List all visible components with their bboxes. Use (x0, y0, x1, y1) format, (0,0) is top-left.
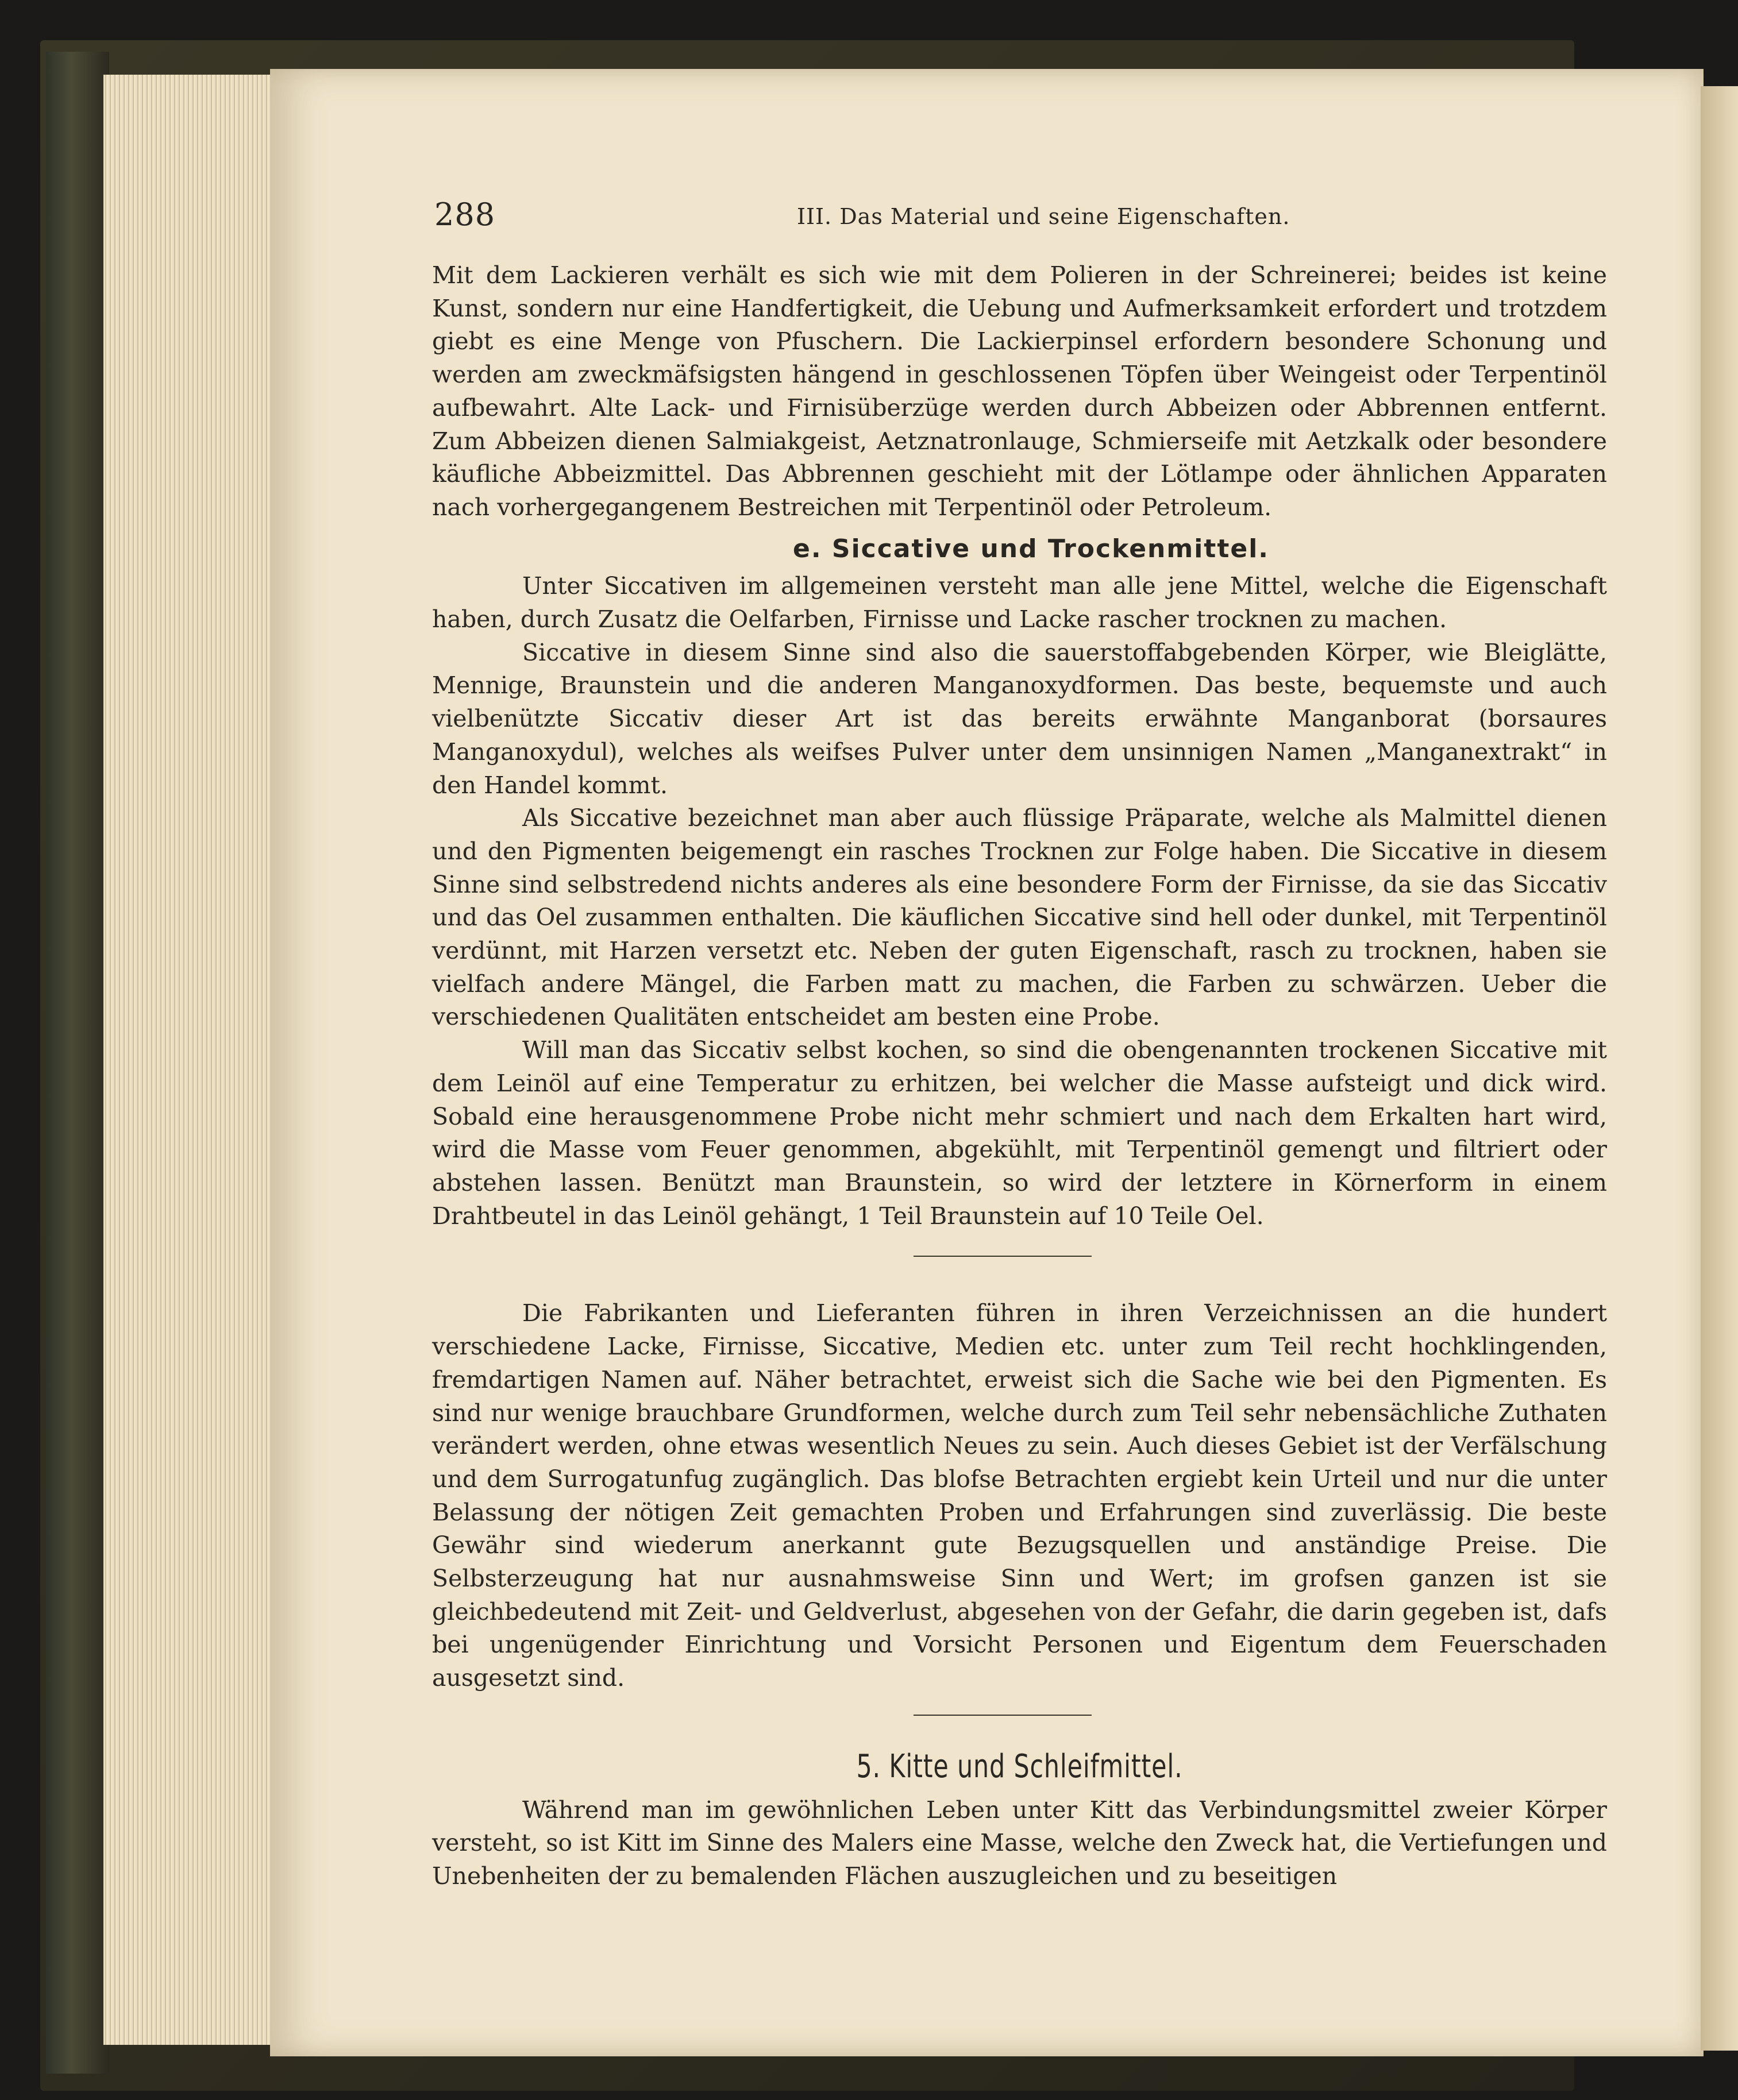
divider-rule (914, 1256, 1092, 1257)
book-spine-edge (46, 52, 109, 2074)
paragraph-lackieren: Mit dem Lackieren verhält es sich wie mit dem Polieren in der Schreinerei; beides ist keine Kunst, sondern nur eine Handfertigkeit, die Uebung und Aufmerksamkeit erfordert und trotzdem giebt es eine Menge von Pfuschern. Die Lackierpinsel erfordern besondere Schonung und werden am zweckmäfsigsten hängend in geschlossenen Töpfen über Weingeist oder Terpentinöl aufbewahrt. Alte Lack- und Firnisüberzüge werden durch Abbeizen oder Abbrennen entfernt. Zum Abbeizen dienen Salmiakgeist, Aetznatronlauge, Schmierseife mit Aetzkalk oder besondere käufliche Abbeizmittel. Das Abbrennen geschieht mit der Lötlampe oder ähnlichen Apparaten nach vorhergegangenem Bestreichen mit Terpentinöl oder Petroleum. (432, 261, 1607, 521)
chapter-heading-kitte: 5. Kitte und Schleifmittel. (856, 1747, 1183, 1785)
paragraph-kitte: Während man im gewöhnlichen Leben unter Kitt das Verbindungsmittel zweier Körper versteht, so ist Kitt im Sinne des Malers eine Masse, welche den Zweck hat, die Vertiefungen und Unebenheiten der zu bemalenden Flächen auszugleichen und zu beseitigen (432, 1796, 1607, 1890)
page-header (432, 198, 1607, 238)
section-heading-siccative: e. Siccative und Trockenmittel. (793, 534, 1269, 563)
facing-page-edge (1701, 86, 1738, 2051)
paragraph-siccative-koerper: Siccative in diesem Sinne sind also die sauerstoffabgebenden Körper, wie Bleiglätte, Mennige, Braunstein und die anderen Manganoxydformen. Das beste, bequemste und auch vielbenützte Siccativ dieser Art ist das bereits erwähnte Manganborat (borsaures Manganoxydul), welches als weifses Pulver unter dem unsinnigen Namen „Manganextrakt“ in den Handel kommt. (432, 638, 1607, 799)
paragraph-siccative-fluessig: Als Siccative bezeichnet man aber auch flüssige Präparate, welche als Malmittel dienen und den Pigmenten beigemengt ein rasches Trocknen zur Folge haben. Die Siccative in diesem Sinne sind selbstredend nichts anderes als eine besondere Form der Firnisse, da sie das Siccativ und das Oel zusammen enthalten. Die käuflichen Siccative sind hell oder dunkel, mit Terpentinöl verdünnt, mit Harzen versetzt etc. Neben der guten Eigenschaft, rasch zu trocknen, haben sie vielfach andere Mängel, die Farben matt zu machen, die Farben zu schwärzen. Ueber die verschiedenen Qualitäten entscheidet am besten eine Probe. (432, 804, 1607, 1031)
paragraph-fabrikanten: Die Fabrikanten und Lieferanten führen in ihren Verzeichnissen an die hundert verschiedene Lacke, Firnisse, Siccative, Medien etc. unter zum Teil recht hochklingenden, fremdartigen Namen auf. Näher betrachtet, erweist sich die Sache wie bei den Pigmenten. Es sind nur wenige brauchbare Grundformen, welche durch zum Teil sehr nebensächliche Zuthaten verändert werden, ohne etwas wesentlich Neues zu sein. Auch dieses Gebiet ist der Verfälschung und dem Surrogatunfug zugänglich. Das blofse Betrachten ergiebt kein Urteil und nur die unter Belassung der nötigen Zeit gemachten Proben und Erfahrungen sind zuverlässig. Die beste Gewähr sind wiederum anerkannt gute Bezugsquellen und anständige Preise. Die Selbsterzeugung hat nur ausnahmsweise Sinn und Wert; im grofsen ganzen ist sie gleichbedeutend mit Zeit- und Geldverlust, abgesehen von der Gefahr, die darin gegeben ist, dafs bei ungenügender Einrichtung und Vorsicht Personen und Eigentum dem Feuerschaden ausgesetzt sind. (432, 1299, 1607, 1692)
page-stack-edge (103, 75, 287, 2045)
page-number: 288 (434, 196, 496, 233)
running-head: III. Das Material und seine Eigenschaften. (797, 204, 1290, 229)
paragraph-siccative-definition: Unter Siccativen im allgemeinen versteht man alle jene Mittel, welche die Eigenschaft haben, durch Zusatz die Oelfarben, Firnisse und Lacke rascher trocknen zu machen. (432, 572, 1607, 634)
divider-rule (914, 1715, 1092, 1716)
page-content (432, 198, 1607, 1893)
paragraph-siccative-kochen: Will man das Siccativ selbst kochen, so sind die obengenannten trockenen Siccative mit dem Leinöl auf eine Temperatur zu erhitzen, bei welcher die Masse aufsteigt und dick wird. Sobald eine herausgenommene Probe nicht mehr schmiert und nach dem Erkalten hart wird, wird die Masse vom Feuer genommen, abgekühlt, mit Terpentinöl gemengt und filtriert oder abstehen lassen. Benützt man Braunstein, so wird der letztere in Körnerform in einem Drahtbeutel in das Leinöl gehängt, 1 Teil Braunstein auf 10 Teile Oel. (432, 1036, 1607, 1230)
